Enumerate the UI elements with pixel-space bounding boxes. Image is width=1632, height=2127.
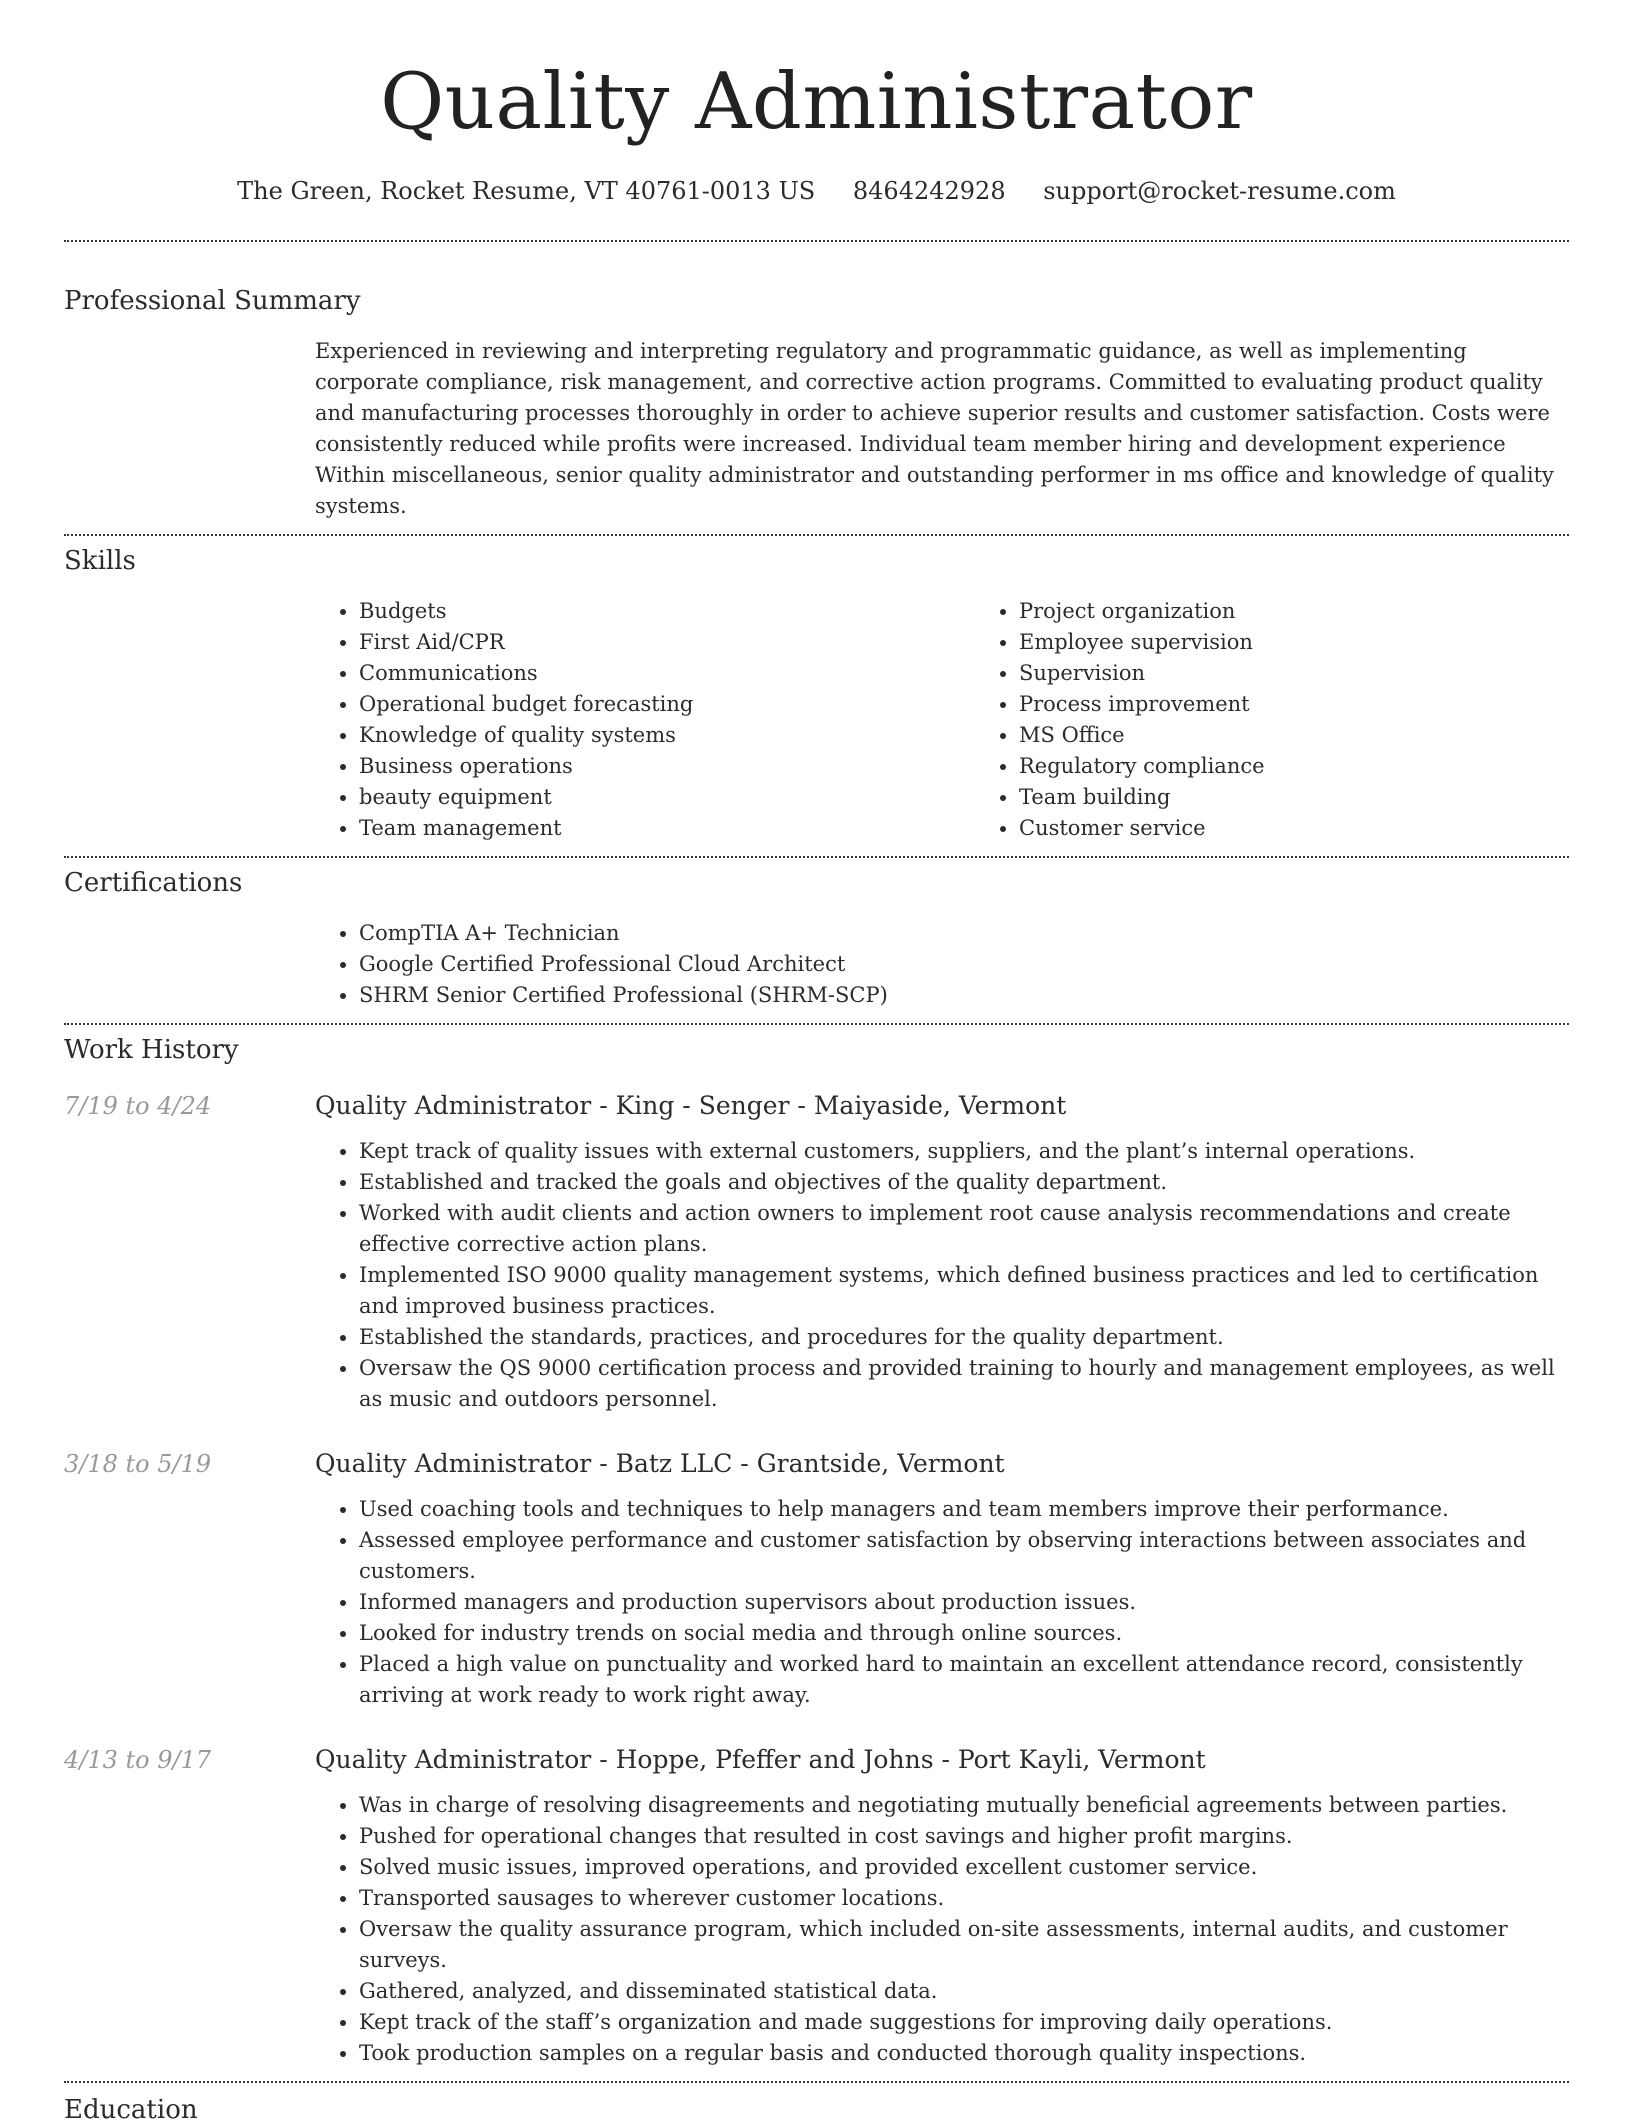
certifications-list (315, 918, 1569, 1011)
resume-page (64, 0, 1569, 2127)
job-bullet: • Established and tracked the goals and objectives of the quality department. (359, 1167, 1569, 1198)
job-bullet: • Kept track of quality issues with external customers, suppliers, and the plant’s internal operations. (359, 1136, 1569, 1167)
education-title: Education (64, 2095, 198, 2125)
work-history-section (64, 1033, 1569, 2069)
job-title: Quality Administrator - Batz LLC - Grantside, Vermont (315, 1449, 1005, 1478)
job-bullets (315, 1136, 1569, 1415)
summary-section (64, 284, 1569, 522)
job-bullet: • Informed managers and production supervisors about production issues. (359, 1587, 1569, 1618)
skills-list-right (975, 596, 1632, 844)
skill-item: • Business operations (359, 751, 975, 782)
section-divider (64, 534, 1569, 536)
skill-item: • Knowledge of quality systems (359, 720, 975, 751)
job-entry (64, 1743, 1569, 2069)
job-entry (64, 1089, 1569, 1415)
job-dates: 7/19 to 4/24 (64, 1092, 212, 1120)
job-title: Quality Administrator - King - Senger - Maiyaside, Vermont (315, 1091, 1067, 1120)
job-dates: 3/18 to 5/19 (64, 1450, 212, 1478)
skill-item: • Project organization (1019, 596, 1632, 627)
job-bullet: • Looked for industry trends on social media and through online sources. (359, 1618, 1569, 1649)
job-bullet: • Oversaw the QS 9000 certification process and provided training to hourly and management employees, as well as music and outdoors personnel. (359, 1353, 1569, 1415)
job-bullet: • Worked with audit clients and action owners to implement root cause analysis recommendations and create effective corrective action plans. (359, 1198, 1569, 1260)
certification-item: • Google Certified Professional Cloud Architect (359, 949, 1569, 980)
job-title: Quality Administrator - Hoppe, Pfeffer and Johns - Port Kayli, Vermont (315, 1745, 1206, 1774)
job-entry (64, 1447, 1569, 1711)
job-bullet: • Was in charge of resolving disagreements and negotiating mutually beneficial agreements between parties. (359, 1790, 1569, 1821)
skills-grid (315, 596, 1569, 844)
job-bullet: • Gathered, analyzed, and disseminated statistical data. (359, 1976, 1569, 2007)
skill-item: • Communications (359, 658, 975, 689)
job-dates: 4/13 to 9/17 (64, 1746, 212, 1774)
contact-line (64, 174, 1569, 208)
job-bullets (315, 1790, 1569, 2069)
job-bullet: • Implemented ISO 9000 quality management systems, which defined business practices and led to certification and improved business practices. (359, 1260, 1569, 1322)
skill-item: • Regulatory compliance (1019, 751, 1632, 782)
skills-section (64, 544, 1569, 844)
skill-item: • MS Office (1019, 720, 1632, 751)
section-divider (64, 856, 1569, 858)
job-bullet: • Placed a high value on punctuality and worked hard to maintain an excellent attendance record, consistently arriving at work ready to work right away. (359, 1649, 1569, 1711)
certification-item: • CompTIA A+ Technician (359, 918, 1569, 949)
job-bullet: • Oversaw the quality assurance program, which included on-site assessments, internal audits, and customer surveys. (359, 1914, 1569, 1976)
job-bullet: • Took production samples on a regular basis and conducted thorough quality inspections. (359, 2038, 1569, 2069)
job-bullets (315, 1494, 1569, 1711)
job-bullet: • Assessed employee performance and customer satisfaction by observing interactions between associates and customers. (359, 1525, 1569, 1587)
education-section (64, 2093, 1569, 2127)
certifications-section (64, 866, 1569, 1011)
summary-text: Experienced in reviewing and interpreting regulatory and programmatic guidance, as well as implementing corporate compliance, risk management, and corrective action programs. Committed to evaluating product quality and manufacturing processes thoroughly in order to achieve superior results and customer satisfaction. Costs were consistently reduced while profits were increased. Individual team member hiring and development experience Within miscellaneous, senior quality administrator and outstanding performer in ms office and knowledge of quality systems. (315, 339, 1554, 518)
section-divider (64, 240, 1569, 242)
skill-item: • Process improvement (1019, 689, 1632, 720)
resume-name: Quality Administrator (380, 57, 1253, 147)
job-bullet: • Used coaching tools and techniques to help managers and team members improve their performance. (359, 1494, 1569, 1525)
skill-item: • Customer service (1019, 813, 1632, 844)
job-bullet: • Kept track of the staff’s organization and made suggestions for improving daily operations. (359, 2007, 1569, 2038)
job-bullet: • Solved music issues, improved operations, and provided excellent customer service. (359, 1852, 1569, 1883)
work-history-title: Work History (64, 1035, 239, 1065)
skill-item: • Team management (359, 813, 975, 844)
contact-email: support@rocket-resume.com (1043, 177, 1396, 205)
skill-item: • Team building (1019, 782, 1632, 813)
summary-content (315, 336, 1569, 522)
skill-item: • Budgets (359, 596, 975, 627)
job-bullet: • Pushed for operational changes that resulted in cost savings and higher profit margins. (359, 1821, 1569, 1852)
skills-list-left (315, 596, 975, 844)
job-bullet: • Transported sausages to wherever customer locations. (359, 1883, 1569, 1914)
certifications-title: Certifications (64, 868, 243, 898)
job-body (315, 1089, 1569, 1415)
job-body (315, 1447, 1569, 1711)
summary-title: Professional Summary (64, 286, 361, 316)
job-body (315, 1743, 1569, 2069)
certification-item: • SHRM Senior Certified Professional (SHRM-SCP) (359, 980, 1569, 1011)
section-divider (64, 1023, 1569, 1025)
skill-item: • Operational budget forecasting (359, 689, 975, 720)
skills-title: Skills (64, 546, 136, 576)
skill-item: • Employee supervision (1019, 627, 1632, 658)
contact-address: The Green, Rocket Resume, VT 40761-0013 US (237, 177, 816, 205)
skill-item: • First Aid/CPR (359, 627, 975, 658)
skill-item: • Supervision (1019, 658, 1632, 689)
skill-item: • beauty equipment (359, 782, 975, 813)
section-divider (64, 2081, 1569, 2083)
contact-phone: 8464242928 (852, 177, 1006, 205)
certifications-content (315, 918, 1569, 1011)
job-bullet: • Established the standards, practices, and procedures for the quality department. (359, 1322, 1569, 1353)
